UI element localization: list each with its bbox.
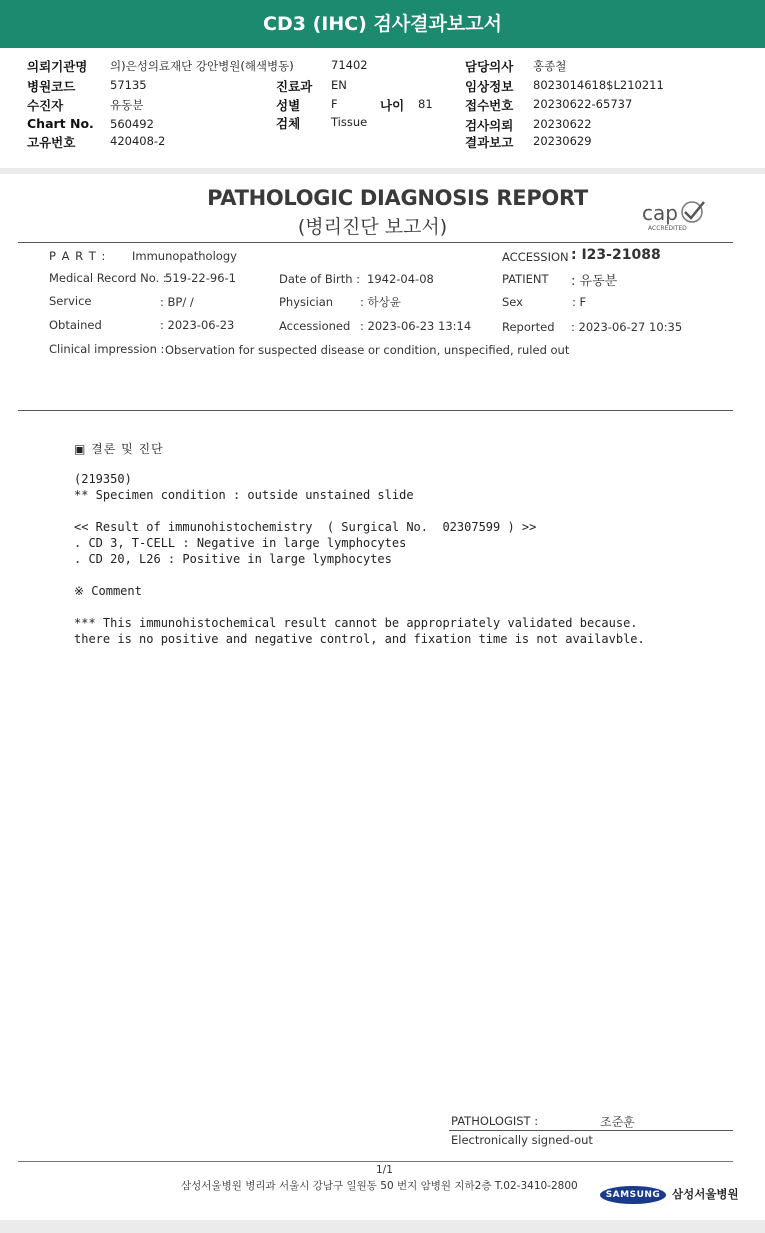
- sex-value: F: [331, 97, 338, 111]
- age-value: 81: [418, 97, 433, 111]
- part-value: Immunopathology: [132, 249, 237, 263]
- specimen-label: 검체: [276, 116, 301, 131]
- accessioned-value: : 2023-06-23 13:14: [360, 319, 472, 333]
- patient-value: 유동분: [110, 98, 144, 112]
- department-value: EN: [331, 78, 347, 92]
- pathologist-value: 조준훈: [600, 1115, 635, 1129]
- hospital-code-label: 병원코드: [27, 79, 76, 94]
- report-title-bar: [0, 0, 765, 48]
- hospital-code-value: 57135: [110, 78, 147, 92]
- result-date-label: 결과보고: [465, 135, 514, 150]
- footer-rule: [18, 1161, 733, 1162]
- reported-label: Reported: [502, 320, 555, 334]
- pathologist-label: PATHOLOGIST :: [451, 1114, 539, 1128]
- receipt-no-value: 20230622-65737: [533, 97, 633, 111]
- pathology-report: [0, 174, 765, 1220]
- receipt-no-label: 접수번호: [465, 98, 514, 113]
- mrn-value: 519-22-96-1: [165, 271, 236, 285]
- comment-line-1: *** This immunohistochemical result cannot be appropriately validated because.: [74, 616, 638, 630]
- bottom-bar: [0, 1220, 765, 1233]
- request-date-value: 20230622: [533, 117, 592, 131]
- accessioned-label: Accessioned: [279, 319, 351, 333]
- cap-logo-sub: ACCREDITED: [648, 225, 687, 232]
- ihc-result-cd3: . CD 3, T-CELL : Negative in large lymphocytes: [74, 536, 407, 550]
- patient-name-label: PATIENT: [502, 272, 549, 286]
- accession-label: ACCESSION: [502, 250, 569, 264]
- patient-label: 수진자: [27, 98, 64, 113]
- sex-label: 성별: [276, 98, 301, 113]
- clinical-impression-value: Observation for suspected disease or condition, unspecified, ruled out: [165, 343, 570, 357]
- report-title-en: PATHOLOGIC DIAGNOSIS REPORT: [207, 186, 588, 210]
- ihc-result-heading: << Result of immunohistochemistry ( Surgical No. 02307599 ) >>: [74, 520, 537, 534]
- age-label: 나이: [380, 98, 405, 113]
- samsung-hospital-name: 삼성서울병원: [672, 1187, 739, 1201]
- request-header: [0, 48, 765, 168]
- patient-name-value: : 유동분: [571, 274, 618, 289]
- clinical-info-label: 임상정보: [465, 79, 514, 94]
- dob-label: Date of Birth :: [279, 272, 361, 286]
- report-sex-label: Sex: [502, 295, 523, 309]
- conclusion-section-title: ▣ 결론 및 진단: [74, 442, 164, 456]
- specimen-code: (219350): [74, 472, 132, 486]
- doctor-label: 담당의사: [465, 59, 514, 74]
- clinical-info-value: 8023014618$L210211: [533, 78, 664, 92]
- footer-address: 삼성서울병원 병리과 서울시 강남구 일원동 50 번지 암병원 지하2층 T.02-3410-2800: [181, 1180, 578, 1192]
- hospital-name-value: 의)은성의료재단 강안병원(해색병동): [110, 59, 294, 73]
- info-bottom-rule: [18, 410, 733, 411]
- physician-value: : 하상윤: [360, 295, 401, 309]
- signature-rule: [449, 1130, 733, 1131]
- report-title: CD3 (IHC) 검사결과보고서: [263, 13, 502, 35]
- comment-title: ※ Comment: [74, 584, 142, 598]
- accession-value: : I23-21088: [571, 247, 661, 263]
- clinical-impression-label: Clinical impression :: [49, 342, 165, 356]
- dob-value: 1942-04-08: [367, 272, 434, 286]
- samsung-logo-mark: SAMSUNG: [600, 1186, 666, 1204]
- chart-no-value: 560492: [110, 117, 154, 131]
- specimen-condition: ** Specimen condition : outside unstained slide: [74, 488, 414, 502]
- cap-logo-text: cap: [642, 201, 678, 225]
- reported-value: : 2023-06-27 10:35: [571, 320, 683, 334]
- ihc-result-cd20: . CD 20, L26 : Positive in large lymphocytes: [74, 552, 392, 566]
- doctor-value: 홍종철: [533, 59, 567, 73]
- obtained-value: : 2023-06-23: [160, 318, 235, 332]
- mrn-label: Medical Record No. :: [49, 271, 167, 285]
- chart-no-label: Chart No.: [27, 116, 94, 131]
- obtained-label: Obtained: [49, 318, 102, 332]
- signed-out-note: Electronically signed-out: [451, 1133, 593, 1147]
- department-label: 진료과: [276, 79, 313, 94]
- physician-label: Physician: [279, 295, 334, 309]
- page-number: 1/1: [376, 1164, 393, 1176]
- request-date-label: 검사의뢰: [465, 118, 514, 133]
- service-label: Service: [49, 294, 92, 308]
- service-value: : BP/ /: [160, 295, 194, 309]
- report-sex-value: : F: [572, 295, 587, 309]
- result-date-value: 20230629: [533, 134, 592, 148]
- hospital-name-label: 의뢰기관명: [27, 59, 88, 74]
- hospital-code-extra: 71402: [331, 58, 368, 72]
- comment-line-2: there is no positive and negative control, and fixation time is not availavble.: [74, 632, 645, 646]
- unique-no-label: 고유번호: [27, 135, 76, 150]
- specimen-value: Tissue: [331, 115, 368, 129]
- cap-accredited-logo: [640, 196, 710, 236]
- unique-no-value: 420408-2: [110, 134, 166, 148]
- part-label: P A R T :: [49, 249, 107, 263]
- report-title-ko: (병리진단 보고서): [297, 216, 448, 238]
- top-rule: [18, 242, 733, 243]
